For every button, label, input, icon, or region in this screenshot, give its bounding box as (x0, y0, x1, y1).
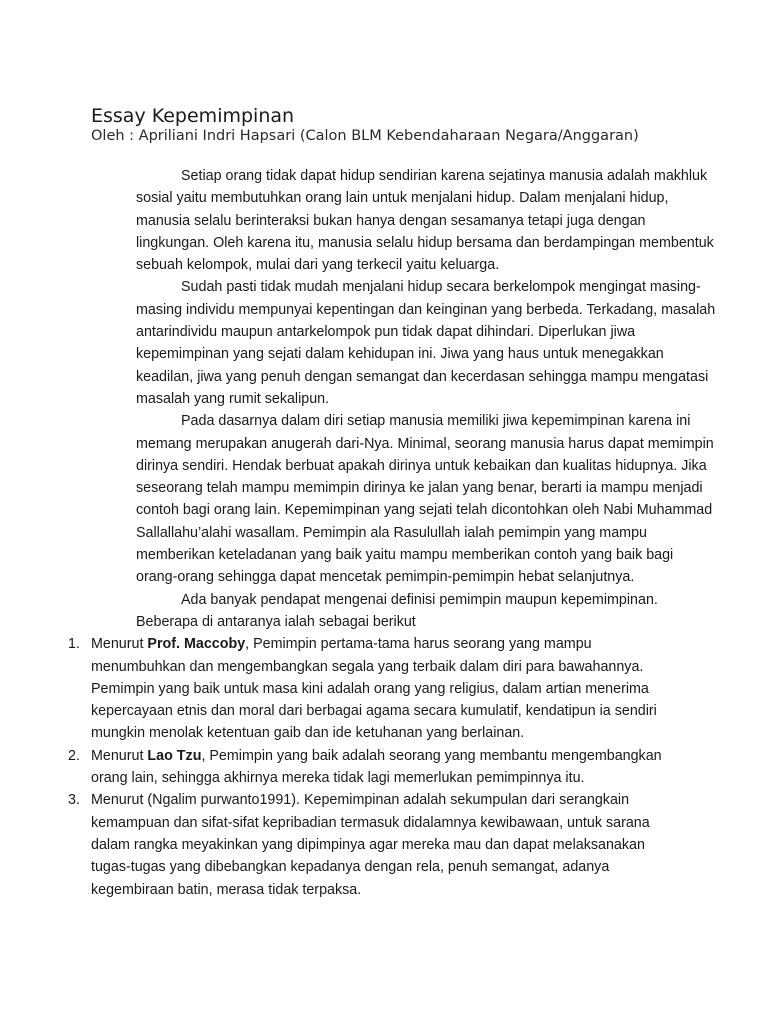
essay-body (68, 165, 716, 901)
list-prefix: Menurut (91, 636, 148, 653)
list-number: 2. (68, 747, 80, 764)
text-line: Menurut (Ngalim purwanto1991). Kepemimpinan adalah sekumpulan dari serangkain (91, 792, 630, 809)
cited-name: Prof. Maccoby (147, 636, 246, 653)
list-prefix: Menurut (91, 747, 148, 764)
paragraph-2 (91, 276, 716, 410)
text-line: Ada banyak pendapat mengenai definisi pemimpin maupun kepemimpinan. (181, 591, 658, 608)
list-first-line-rest: , Pemimpin pertama-tama harus seorang yang mampu (245, 636, 592, 653)
list-number: 1. (68, 636, 80, 653)
text-line: antarindividu maupun antarkelompok pun tidak dapat dihindari. Diperlukan jiwa (136, 324, 636, 341)
paragraph-4 (91, 589, 691, 634)
text-line (91, 745, 691, 767)
text-line: dalam rangka meyakinkan yang dipimpinya agar mereka mau dan dapat melaksanakan (91, 836, 645, 853)
text-line: Beberapa di antaranya ialah sebagai berikut (136, 613, 416, 630)
text-line: masing individu mempunyai kepentingan dan keinginan yang berbeda. Terkadang, masalah (136, 301, 716, 318)
document-title: Essay Kepemimpinan (91, 105, 295, 127)
text-line: sebuah kelompok, mulai dari yang terkecil yaitu keluarga. (136, 257, 500, 274)
text-line: kepemimpinan yang sejati dalam kehidupan ini. Jiwa yang haus untuk menegakkan (136, 346, 664, 363)
text-line: memang merupakan anugerah dari-Nya. Minimal, seorang manusia harus dapat memimpin (136, 435, 714, 452)
author-line: Oleh : Apriliani Indri Hapsari (Calon BLM Kebendaharaan Negara/Anggaran) (91, 128, 639, 144)
text-line: Setiap orang tidak dapat hidup sendirian karena sejatinya manusia adalah makhluk (181, 168, 708, 184)
text-line: kepercayaan etnis dan moral dari berbagai agama secara kumulatif, kendatipun ia sendiri (91, 703, 657, 720)
text-line: orang lain, sehingga akhirnya mereka tidak lagi memerlukan pemimpinnya itu. (91, 770, 585, 787)
text-line: dirinya sendiri. Hendak berbuat apakah dirinya untuk kebaikan dan kualitas hidupnya. Jika (136, 457, 707, 474)
paragraph-1 (91, 165, 714, 276)
text-line: Pada dasarnya dalam diri setiap manusia memiliki jiwa kepemimpinan karena ini (181, 413, 691, 430)
cited-name: Lao Tzu (147, 747, 202, 764)
definition-list (68, 633, 691, 901)
text-line: contoh bagi orang lain. Kepemimpinan yang sejati telah dicontohkan oleh Nabi Muhammad (136, 502, 713, 519)
text-line: memberikan keteladanan yang baik yaitu mampu memberikan contoh yang baik bagi (136, 547, 674, 564)
text-line: Pemimpin yang baik untuk masa kini adalah orang yang religius, dalam artian menerima (91, 680, 649, 697)
text-line: Sudah pasti tidak mudah menjalani hidup secara berkelompok mengingat masing- (181, 279, 701, 296)
text-line: keadilan, jiwa yang penuh dengan semangat dan kecerdasan sehingga mampu mengatasi (136, 368, 709, 385)
list-number: 3. (68, 792, 80, 809)
list-item-3 (68, 789, 691, 900)
text-line: tugas-tugas yang dibebangkan kepadanya dengan rela, penuh semangat, adanya (91, 859, 610, 876)
list-first-line-rest: , Pemimpin yang baik adalah seorang yang membantu mengembangkan (201, 747, 662, 764)
text-line: seseorang telah mampu memimpin dirinya ke jalan yang benar, berarti ia mampu menjadi (136, 480, 703, 497)
list-item-2 (68, 745, 691, 790)
text-line: sosial yaitu membutuhkan orang lain untuk menjalani hidup. Dalam menjalani hidup, (136, 190, 669, 207)
text-line: mungkin menolak ketentuan gaib dan ide ketuhanan yang berlainan. (91, 725, 525, 742)
text-line: manusia selalu berinteraksi bukan hanya dengan sesamanya tetapi juga dengan (136, 212, 646, 229)
paragraph-3 (91, 410, 714, 588)
text-line: kemampuan dan sifat-sifat kepribadian termasuk didalamnya kewibawaan, untuk sarana (91, 814, 650, 831)
text-line (91, 633, 691, 655)
text-line: lingkungan. Oleh karena itu, manusia selalu hidup bersama dan berdampingan membentuk (136, 234, 714, 251)
text-line: masalah yang rumit sekalipun. (136, 390, 330, 407)
text-line: Sallallahu’alahi wasallam. Pemimpin ala Rasulullah ialah pemimpin yang mampu (136, 524, 647, 541)
list-item-1 (68, 633, 691, 744)
text-line: menumbuhkan dan mengembangkan segala yang terbaik dalam diri para bawahannya. (91, 658, 644, 675)
text-line: kegembiraan batin, merasa tidak terpaksa. (91, 881, 362, 898)
text-line: orang-orang sehingga dapat mencetak pemimpin-pemimpin hebat selanjutnya. (136, 569, 635, 586)
